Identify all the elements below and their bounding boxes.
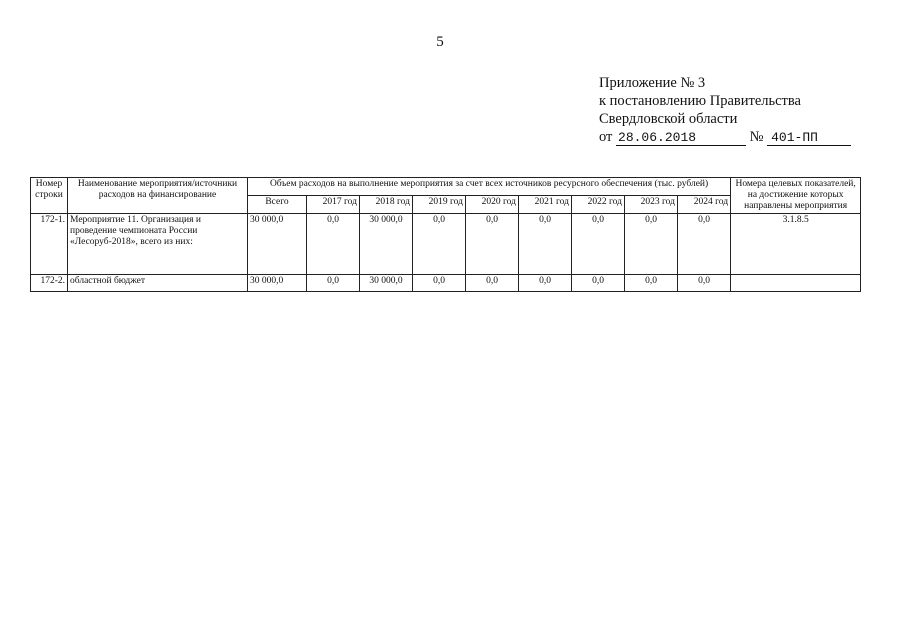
row-value-2023: 0,0 bbox=[625, 214, 678, 275]
header-row-number: Номер строки bbox=[31, 178, 68, 214]
row-value-2023: 0,0 bbox=[625, 275, 678, 292]
appendix-resolution: к постановлению Правительства bbox=[599, 93, 801, 109]
appendix-header bbox=[599, 74, 851, 146]
header-year: 2022 год bbox=[572, 196, 625, 214]
header-year: 2023 год bbox=[625, 196, 678, 214]
header-targets: Номера целевых показателей, на достижение которых направлены мероприятия bbox=[731, 178, 861, 214]
row-value-2018: 30 000,0 bbox=[360, 275, 413, 292]
row-number: 172-2. bbox=[31, 275, 68, 292]
number-prefix: № bbox=[749, 129, 764, 145]
header-year: 2024 год bbox=[678, 196, 731, 214]
date-prefix: от bbox=[599, 129, 613, 145]
resolution-date: 28.06.2018 bbox=[616, 130, 746, 146]
header-volume: Объем расходов на выполнение мероприятия за счет всех источников ресурсного обеспечения (тыс. рублей) bbox=[248, 178, 731, 196]
row-value-2020: 0,0 bbox=[466, 214, 519, 275]
row-value-2024: 0,0 bbox=[678, 275, 731, 292]
header-total: Всего bbox=[248, 196, 307, 214]
row-value-2021: 0,0 bbox=[519, 214, 572, 275]
row-name: областной бюджет bbox=[68, 275, 248, 292]
header-year: 2021 год bbox=[519, 196, 572, 214]
row-name: Мероприятие 11. Организация и проведение чемпионата России «Лесоруб-2018», всего из них: bbox=[68, 214, 248, 275]
row-value-2017: 0,0 bbox=[307, 275, 360, 292]
row-value-2022: 0,0 bbox=[572, 275, 625, 292]
row-value-2022: 0,0 bbox=[572, 214, 625, 275]
table-row bbox=[31, 275, 861, 292]
header-name: Наименование мероприятия/источники расходов на финансирование bbox=[68, 178, 248, 214]
resolution-number: 401-ПП bbox=[767, 130, 851, 146]
row-value-2019: 0,0 bbox=[413, 214, 466, 275]
row-total: 30 000,0 bbox=[248, 214, 307, 275]
appendix-date-line bbox=[599, 128, 851, 146]
row-value-2024: 0,0 bbox=[678, 214, 731, 275]
row-value-2018: 30 000,0 bbox=[360, 214, 413, 275]
budget-table bbox=[30, 177, 861, 292]
row-targets: 3.1.8.5 bbox=[731, 214, 861, 275]
row-targets bbox=[731, 275, 861, 292]
page-number: 5 bbox=[436, 34, 444, 50]
header-year: 2019 год bbox=[413, 196, 466, 214]
header-year: 2018 год bbox=[360, 196, 413, 214]
row-value-2020: 0,0 bbox=[466, 275, 519, 292]
row-value-2021: 0,0 bbox=[519, 275, 572, 292]
row-total: 30 000,0 bbox=[248, 275, 307, 292]
row-value-2019: 0,0 bbox=[413, 275, 466, 292]
table-header-row bbox=[31, 178, 861, 196]
row-number: 172-1. bbox=[31, 214, 68, 275]
header-year: 2020 год bbox=[466, 196, 519, 214]
table-row bbox=[31, 214, 861, 275]
appendix-region: Свердловской области bbox=[599, 111, 738, 127]
row-value-2017: 0,0 bbox=[307, 214, 360, 275]
header-year: 2017 год bbox=[307, 196, 360, 214]
appendix-title: Приложение № 3 bbox=[599, 75, 706, 91]
